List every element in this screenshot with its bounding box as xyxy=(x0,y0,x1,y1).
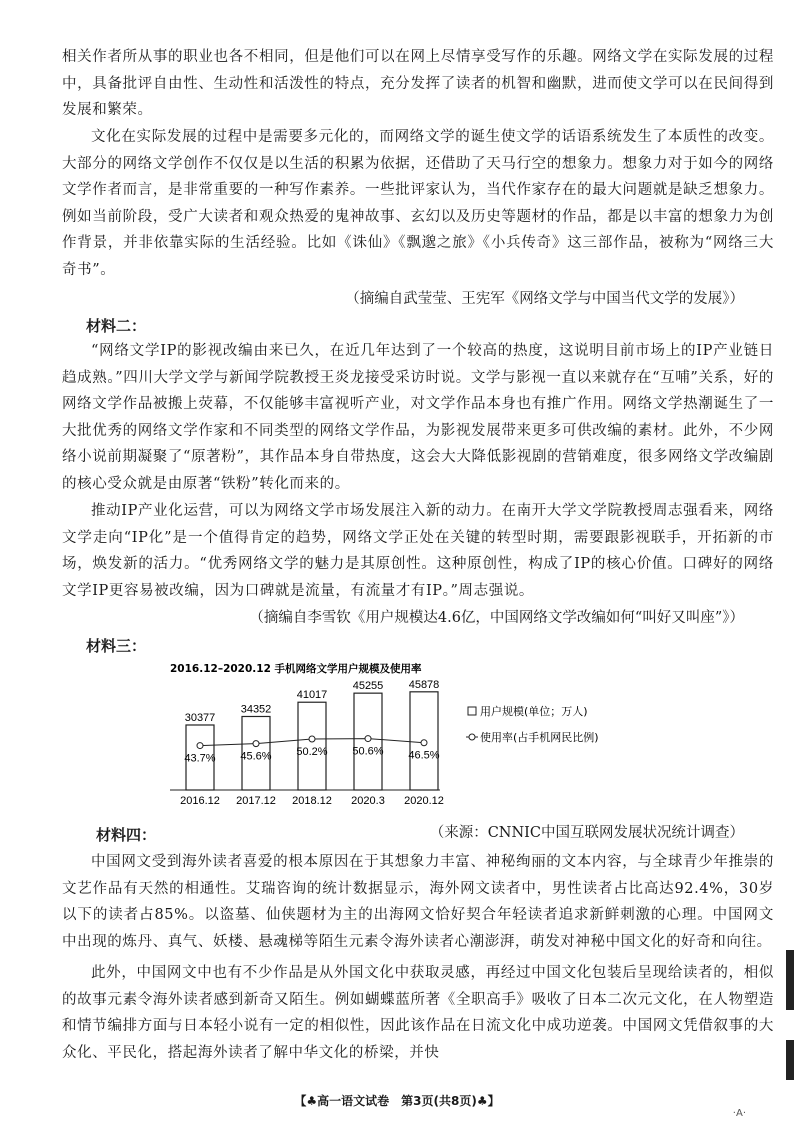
legend-bar-swatch xyxy=(468,707,476,715)
rate-value-label: 43.7% xyxy=(184,752,216,765)
category-label: 2020.3 xyxy=(351,795,385,807)
category-label: 2017.12 xyxy=(236,795,276,807)
paragraph-1: 相关作者所从事的职业也各不相同，但是他们可以在网上尽情享受写作的乐趣。网络文学在实际发展的过程中，具备批评自由性、生动性和活泼性的特点，充分发挥了读者的机智和幽默，进而使文学可以在民间得到发展和繁荣。 xyxy=(62,49,774,119)
user-scale-chart xyxy=(168,658,768,818)
legend-bars-label: 用户规模(单位；万人) xyxy=(480,705,588,718)
rate-point xyxy=(365,736,371,742)
paragraph-6: 此外，中国网文中也有不少作品是从外国文化中获取灵感，再经过中国文化包装后呈现给读者的，相似的故事元素令海外读者感到新奇又陌生。例如蝴蝶蓝所著《全职高手》吸收了日本二次元文化，在人物塑造和情节编排方面与日本轻小说有一定的相似性，因此该作品在日流文化中成功逆袭。中国网文凭借叙事的大众化、平民化，搭起海外读者了解中华文化的桥梁，并快 xyxy=(62,965,774,1061)
scan-edge-mark-2 xyxy=(786,1040,794,1080)
category-label: 2020.12 xyxy=(404,795,444,807)
source-citation-3: （来源：CNNIC中国互联网发展状况统计调查） xyxy=(429,825,744,841)
material-4-heading: 材料四： xyxy=(96,826,157,844)
bar-value-label: 30377 xyxy=(184,711,216,724)
rate-value-label: 50.2% xyxy=(296,745,328,758)
legend-line-label: 使用率(占手机网民比例) xyxy=(480,731,599,744)
scan-edge-mark xyxy=(786,950,794,1010)
rate-point xyxy=(421,740,427,746)
page-footer: 【♣高一语文试卷 第3页(共8页)♣】 xyxy=(294,1094,500,1108)
paragraph-5: 中国网文受到海外读者喜爱的根本原因在于其想象力丰富、神秘绚丽的文本内容，与全球青少年推崇的文艺作品有天然的相通性。艾瑞咨询的统计数据显示，海外网文读者中，男性读者占比高达92.4%，30岁以下的读者占85%。以盗墓、仙侠题材为主的出海网文恰好契合年轻读者追求新鲜刺激的心理。中国网文中出现的炼丹、真气、妖楼、悬魂梯等陌生元素令海外读者心潮澎湃，萌发对神秘中国文化的好奇和向往。 xyxy=(62,854,774,950)
paragraph-4: 推动IP产业化运营，可以为网络文学市场发展注入新的动力。在南开大学文学院教授周志强看来，网络文学走向“IP化”是一个值得肯定的趋势，网络文学正处在关键的转型时期，需要跟影视联手，开拓新的市场，焕发新的活力。“优秀网络文学的魅力是其原创性。这种原创性，构成了IP的核心价值。口碑好的网络文学IP更容易被改编，因为口碑就是流量，有流量才有IP。”周志强说。 xyxy=(62,503,774,599)
source-citation-1: （摘编自武莹莹、王宪军《网络文学与中国当代文学的发展》） xyxy=(345,291,744,307)
chart-title: 2016.12–2020.12 手机网络文学用户规模及使用率 xyxy=(170,663,422,675)
material-2-heading: 材料二： xyxy=(86,317,147,335)
bar-value-label: 45255 xyxy=(352,680,384,693)
source-citation-2: （摘编自李雪钦《用户规模达4.6亿，中国网络文学改编如何“叫好又叫座”》） xyxy=(249,610,744,626)
category-label: 2016.12 xyxy=(180,795,220,807)
rate-value-label: 50.6% xyxy=(352,745,384,758)
paragraph-2: 文化在实际发展的过程中是需要多元化的，而网络文学的诞生使文学的话语系统发生了本质性的改变。大部分的网络文学创作不仅仅是以生活的积累为依据，还借助了天马行空的想象力。想象力对于如今的网络文学作者而言，是非常重要的一种写作素养。一些批评家认为，当代作家存在的最大问题就是缺乏想象力。例如当前阶段，受广大读者和观众热爱的鬼神故事、玄幻以及历史等题材的作品，都是以丰富的想象力为创作背景，并非依靠实际的生活经验。比如《诛仙》《飘邈之旅》《小兵传奇》这三部作品，被称为“网络三大奇书”。 xyxy=(62,129,774,278)
chart-svg xyxy=(168,658,768,818)
rate-point xyxy=(253,741,259,747)
category-label: 2018.12 xyxy=(292,795,332,807)
bar-value-label: 45878 xyxy=(408,678,440,691)
bar-value-label: 41017 xyxy=(296,689,328,702)
chart-legend xyxy=(466,704,599,744)
corner-mark: ·A· xyxy=(732,1108,746,1119)
rate-value-label: 46.5% xyxy=(408,749,440,762)
rate-point xyxy=(309,736,315,742)
bar-value-label: 34352 xyxy=(240,703,272,716)
paragraph-3: “网络文学IP的影视改编由来已久，在近几年达到了一个较高的热度，这说明目前市场上的IP产业链日趋成熟。”四川大学文学与新闻学院教授王炎龙接受采访时说。文学与影视一直以来就存在“互哺”关系，好的网络文学作品被搬上荧幕，不仅能够丰富视听产业，对文学作品本身也有推广作用。网络文学热潮诞生了一大批优秀的网络文学作家和不同类型的网络文学作品，为影视发展带来更多可供改编的素材。此外，不少网络小说前期凝聚了“原著粉”，其作品本身自带热度，这会大大降低影视剧的营销难度，很多网络文学改编剧的核心受众就是由原著“铁粉”转化而来的。 xyxy=(62,343,774,492)
legend-line-marker xyxy=(469,734,475,740)
rate-value-label: 45.6% xyxy=(240,750,272,763)
material-3-heading: 材料三： xyxy=(86,637,147,655)
rate-point xyxy=(197,743,203,749)
